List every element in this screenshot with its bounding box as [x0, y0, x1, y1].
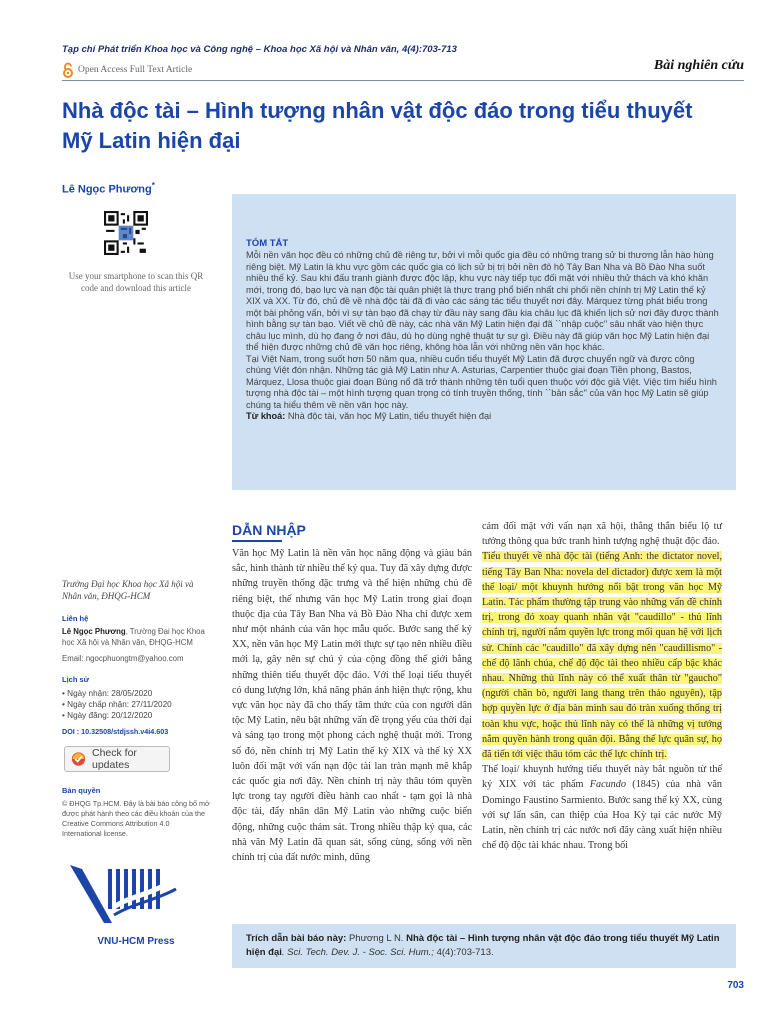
author-line [62, 181, 155, 196]
history-accepted: • Ngày chấp nhận: 27/11/2020 [62, 699, 210, 710]
history-published: • Ngày đăng: 20/12/2020 [62, 710, 210, 721]
keywords-label: Từ khoá: [246, 411, 286, 421]
body-paragraph-right-2 [482, 762, 722, 853]
qr-code-icon[interactable] [104, 211, 148, 255]
contact-heading: Liên hệ [62, 614, 89, 623]
citation-title: Nhà độc tài – Hình tượng nhân vật độc đáo trong tiểu thuyết Mỹ Latin hiện đại [246, 933, 720, 958]
author-mark: * [151, 181, 155, 190]
check-for-updates-label: Check for updates [92, 746, 137, 771]
history-list [62, 688, 210, 721]
affiliation: Trường Đại học Khoa học Xã hội và Nhân văn, ĐHQG-HCM [62, 579, 194, 601]
contact-text [62, 627, 210, 648]
body-column-left [232, 546, 472, 865]
open-access-label: Open Access Full Text Article [78, 65, 193, 75]
contact-detail: , Trường Đại học Khoa học Xã hội và Nhân văn, ĐHQG-HCM [62, 627, 205, 647]
history-block [62, 675, 210, 736]
body-column-right [482, 519, 722, 853]
history-received: • Ngày nhận: 28/05/2020 [62, 688, 210, 699]
article-type: Bài nghiên cứu [653, 58, 744, 73]
author-name: Lê Ngọc Phương [62, 183, 152, 196]
citation-author: Phương L N. [346, 933, 407, 944]
check-for-updates-button[interactable] [64, 746, 170, 772]
doi-link[interactable]: DOI : 10.32508/stdjssh.v4i4.603 [62, 726, 169, 736]
page-number: 703 [727, 980, 744, 991]
article-sidebar [62, 578, 210, 947]
copyright-heading: Bản quyền [62, 785, 101, 795]
open-access-line [62, 62, 192, 78]
contact-block [62, 614, 210, 665]
body-paragraph-highlighted [482, 549, 722, 762]
keywords-line [246, 411, 722, 423]
abstract-box [232, 194, 736, 490]
body-p2-start: Thể loại/ khuynh hướng tiểu thuyết này bắt nguồn từ thế kỷ XIX với tác phẩm [482, 764, 722, 791]
citation-label: Trích dẫn bài báo này: [246, 933, 347, 944]
contact-email[interactable]: Email: ngocphuongtm@yahoo.com [62, 654, 184, 663]
contact-name: Lê Ngọc Phương [62, 627, 126, 636]
abstract-paragraph-1: Mỗi nền văn học đều có những chủ đề riêng tư, bởi vì mỗi quốc gia đều có những trang sử bi thương lẫn hào hùng riêng biệt. Mỹ Latin là khu vực gồm các quốc gia có lịch sử bị trị bởi nền đô hộ Tây Ban Nha và Bồ Đào Nha suốt nhiều thế kỷ. Sau khi đấu tranh giành được độc lập, khu vực này tiếp tục đối mặt với nhiều thử thách và khó khăn mới, trong đó, bạo lực và nạn độc tài quân phiệt là thực trạng phổ biến nhất chi phối nền chính trị Mỹ Latin thế kỷ XIX và XX. Từ đó, chủ đề về nhà độc tài đã đi vào các sáng tác tiểu thuyết nơi đây. Márquez từng phát biểu trong một bài phỏng vấn, bởi vì sự tàn bạo đã chạy từ đầu này sang đầu kia châu lục đã khiến lịch sử nơi đây được thành hình bằng sự tàn bạo. Viết về chủ đề này, các nhà văn Mỹ Latin hiện đại đã ``nhập cuộc'' sâu nhất vào hiện thực châu lục mình, dù họ đang ở nơi đâu, dù họ dùng nghệ thuật tự sự gì. Điều này đã giúp văn học Mỹ Latin hiện đại thể hiện được những chủ đề văn học riêng, không hòa lẫn với những nền văn học khác. [246, 250, 719, 352]
history-heading: Lịch sử [62, 674, 90, 684]
body-paragraph-right-intro: cảm đối mặt với vấn nạn xã hội, thẳng thắn biểu lộ tư tưởng thông qua bức tranh hình tượng nghệ thuật độc đáo. [482, 521, 722, 548]
abstract-heading: TÓM TẮT [246, 238, 289, 249]
keywords-text: Nhà độc tài, văn học Mỹ Latin, tiểu thuyết hiện đại [287, 411, 492, 421]
citation-box [232, 924, 736, 968]
header-divider [62, 80, 744, 81]
qr-caption: Use your smartphone to scan this QR code and download this article [68, 271, 204, 293]
citation-journal: . Sci. Tech. Dev. J. - Soc. Sci. Hum.; [281, 947, 434, 958]
open-access-icon [62, 62, 74, 78]
body-p2-end: (1845) của nhà văn Domingo Faustino Sarmiento. Bước sang thế kỷ XX, cùng với sự lấn sân, can thiệp của Hoa Kỳ tại các nước Mỹ Latin, nền chính trị các nước nơi đây càng xuất hiện nhiều chế độ độc tài khác nhau. Trong bối [482, 779, 722, 852]
vnu-press-label: VNU-HCM Press [97, 935, 175, 947]
vnu-press-logo-icon [62, 859, 180, 929]
section-heading-underline [232, 540, 282, 542]
body-paragraph-left: Văn học Mỹ Latin là nền văn học năng động và giàu bản sắc, hình thành từ nhiều thế kỷ qua. Tuy đã xây dựng được những truyền thống đặc trưng và thể hiện những chủ đề riêng biệt, thế nhưng văn học Mỹ Latin trong giai đoạn thuộc địa của Tây Ban Nha và Bồ Đào Nha chỉ được xem như một nhánh của văn học mẫu quốc. Bước sang thế kỷ XX, nền văn học Mỹ Latin mới thực sự tạo nên nhiều điều mới lạ, gây nên sự chú ý của cộng đồng thế giới bằng những thiên tiểu thuyết độc đáo. Với thể loại tiểu thuyết có dung lượng lớn, khả năng phản ánh hiện thực rộng, khu vực văn học này đã cho thấy tâm thức của con người dân tộc Mỹ Latin, nêu bật những vấn đề trọng yếu của thời đại và sáng tạo trong một phong cách nghệ thuật mới. Trong số đó, nền chính trị Mỹ Latin thế kỷ XIX và thế kỷ XX luôn đối mặt với vấn nạn độc tài lan tràn mạnh mẽ khắp các quốc gia nơi đây. Nền chính trị này thâu tóm quyền lực trong tay người điều hành cao nhất - tạm gọi là nhà độc tài, đẩy nhân dân Mỹ Latin vào những cuộc biến động, những cuộc thảm sát. Trong nhiều thập kỷ qua, các nhà văn Mỹ Latin đã quan sát, sống cùng, sống với nền chính trị của đất nước mình, dũng [232, 548, 472, 864]
crossmark-icon [71, 750, 86, 768]
copyright-block [62, 786, 210, 839]
facundo-title: Facundo [589, 779, 626, 791]
abstract-paragraph-2: Tại Việt Nam, trong suốt hơn 50 năm qua, nhiều cuốn tiểu thuyết Mỹ Latin đã được chuyển ngữ và được công chúng Việt đón nhận. Những tác giả Mỹ Latin như A. Asturias, Carpentier thuộc giai đoạn Tiền phong, Bastos, Márquez, Llosa thuộc giai đoạn Bùng nổ đã trở thành những tên tuổi quen thuộc với độc giả Việt. Việc tìm hiểu hình tượng nhà độc tài – một hình tượng quan trọng có tính truyền thống, tính ``bản sắc'' của văn học Mỹ Latin sẽ giúp chúng ta hiểu thêm về nền văn học này. [246, 353, 717, 410]
license-text: © ĐHQG Tp.HCM. Đây là bài báo công bố mở được phát hành theo các điều khoản của the Creative Commons Attribution 4.0 International license. [62, 798, 210, 838]
journal-reference: Tạp chí Phát triển Khoa học và Công nghệ – Khoa học Xã hội và Nhân văn, 4(4):703-713 [62, 44, 457, 55]
highlighted-text: Tiểu thuyết về nhà độc tài (tiếng Anh: the dictator novel, tiếng Tây Ban Nha: novela del dictador) được xem là một thể loại/ một khuynh hướng nổi bật trong văn học Mỹ Latin. Tác phẩm thường tập trung vào những vấn đề chính trị, trong đó xoay quanh nhân vật "caudillo" - thủ lĩnh chính trị, người nắm quyền lực trong mối quan hệ với lịch sử. Chính các "caudillo" đã xây dựng nên "caudillismo" - chế độ lãnh chúa, chế độ độc tài theo nhiều cấp bậc khác nhau. Những thủ lĩnh này có thể xuất thân từ "gaucho" (người chăn bò, người lang thang trên thảo nguyên), tập hợp quyền lực ở địa bàn mình sau đó tràn xuống thống trị toàn khu vực, hoặc thủ lĩnh này có thể là những vị tướng nắm quyền hành trong quân đội. Bằng thế lực quân sự, họ đã tiến tới việc thâu tóm các thế lực chính trị. [482, 551, 722, 761]
section-heading: DẪN NHẬP [232, 522, 306, 538]
citation-volume: 4(4):703-713. [433, 947, 494, 958]
article-title: Nhà độc tài – Hình tượng nhân vật độc đáo trong tiểu thuyết Mỹ Latin hiện đại [62, 98, 693, 153]
